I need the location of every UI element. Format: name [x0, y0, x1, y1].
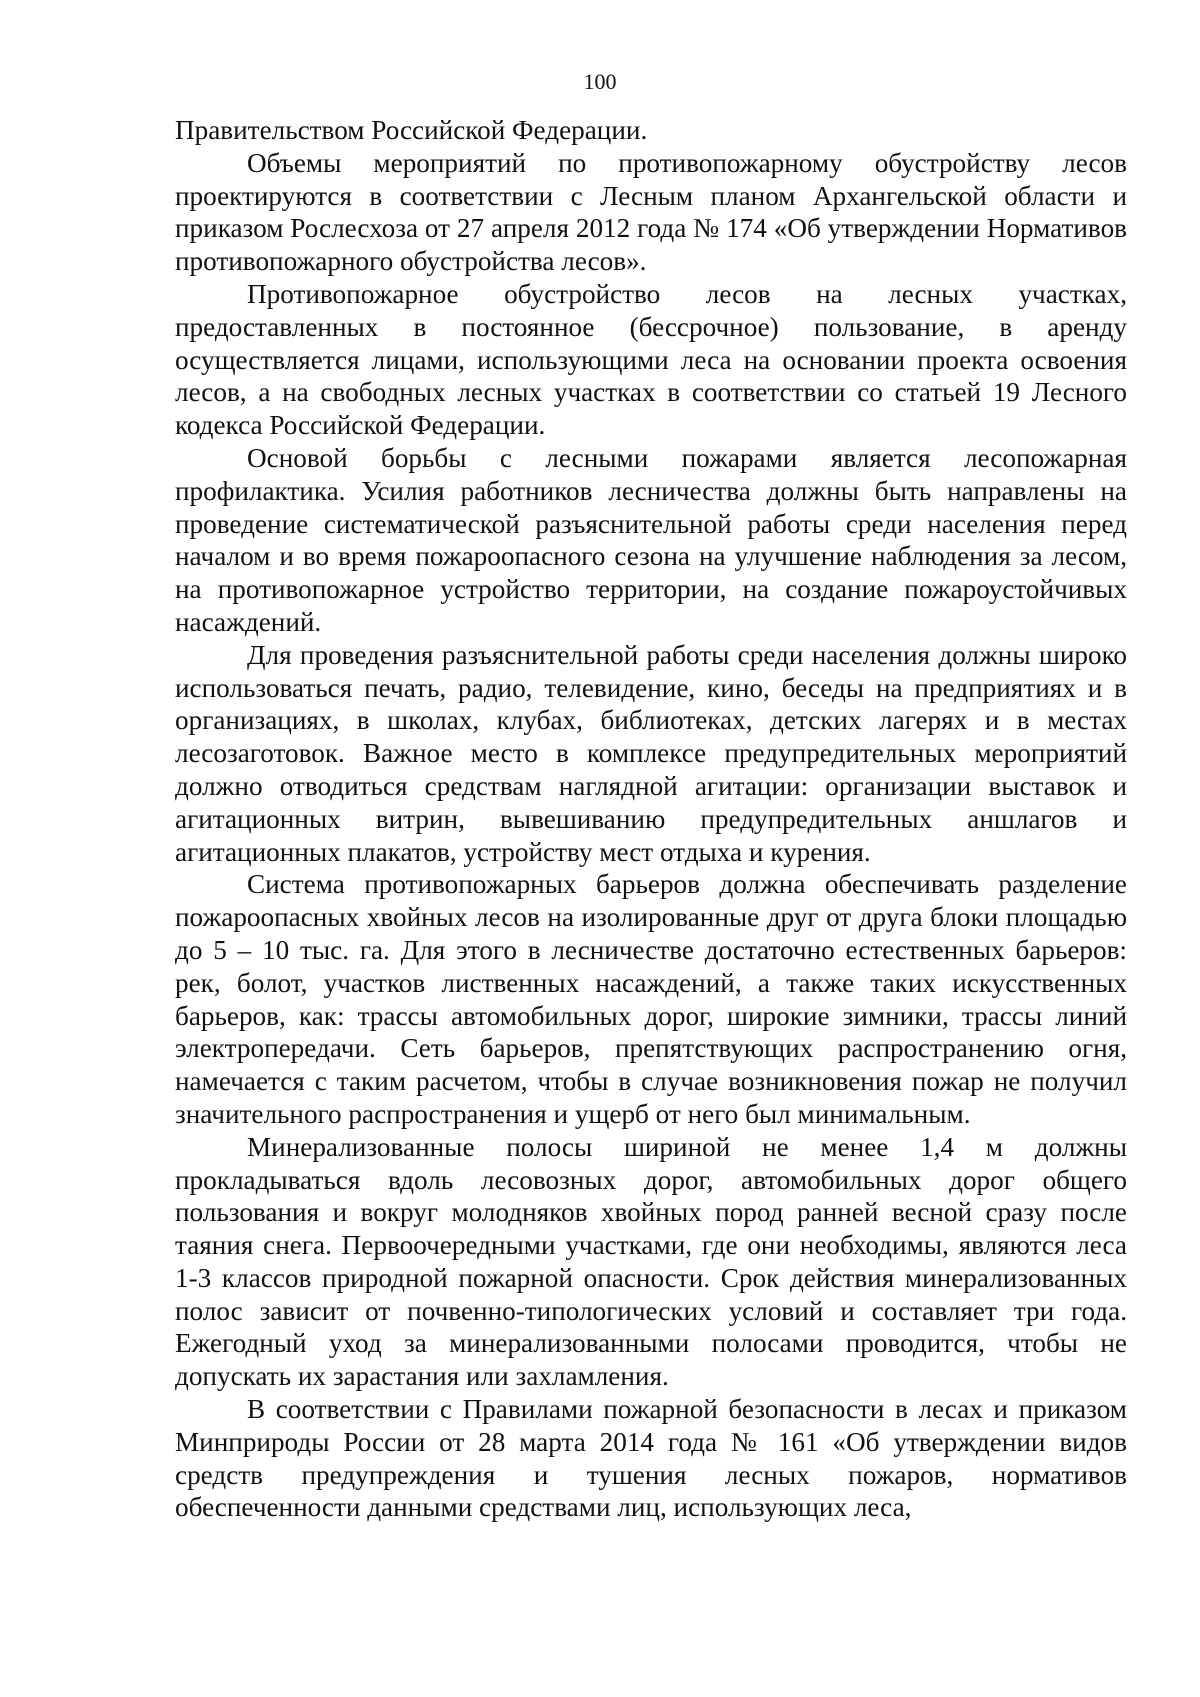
paragraph-7: Минерализованные полосы шириной не менее 1,4 м должны прокладываться вдоль лесовозных дорог, автомобильных дорог общего пользования и вокруг молодняков хвойных пород ранней весной сразу после таяния снега. Первоочередными участками, где они необходимы, являются леса 1-3 классов природной пожарной опасности. Срок действия минерализованных полос зависит от почвенно-типологических условий и составляет три года. Ежегодный уход за минерализованными полосами проводится, чтобы не допускать их зарастания или захламления.: [175, 1131, 1127, 1392]
paragraph-8: В соответствии с Правилами пожарной безопасности в лесах и приказом Минприроды России от 28 марта 2014 года № 161 «Об утверждении видов средств предупреждения и тушения лесных пожаров, нормативов обеспеченности данными средствами лиц, использующих леса,: [175, 1394, 1127, 1523]
paragraph-2: Объемы мероприятий по противопожарному обустройству лесов проектируются в соответствии с Лесным планом Архангельской области и приказом Рослесхоза от 27 апреля 2012 года № 174 «Об утверждении Нормативов противопожарного обустройства лесов».: [175, 147, 1127, 277]
paragraph-3: Противопожарное обустройство лесов на лесных участках, предоставленных в постоянное (бессрочное) пользование, в аренду осуществляется лицами, использующими леса на основании проекта освоения лесов, а на свободных лесных участках в соответствии со статьей 19 Лесного кодекса Российской Федерации.: [175, 278, 1127, 441]
paragraph-6: Система противопожарных барьеров должна обеспечивать разделение пожароопасных хвойных лесов на изолированные друг от друга блоки площадью до 5 – 10 тыс. га. Для этого в лесничестве достаточно естественных барьеров: рек, болот, участков лиственных насаждений, а также таких искусственных барьеров, как: трассы автомобильных дорог, широкие зимники, трассы линий электропередачи. Сеть барьеров, препятствующих распространению огня, намечается с таким расчетом, чтобы в случае возникновения пожар не получил значительного распространения и ущерб от него был минимальным.: [175, 869, 1127, 1129]
page-number: 100: [583, 69, 617, 94]
paragraph-4: Основой борьбы с лесными пожарами является лесопожарная профилактика. Усилия работников лесничества должны быть направлены на проведение систематической разъяснительной работы среди населения перед началом и во время пожароопасного сезона на улучшение наблюдения за лесом, на противопожарное устройство территории, на создание пожароустойчивых насаждений.: [175, 442, 1127, 637]
document-body: [175, 114, 1127, 1524]
paragraph-1: Правительством Российской Федерации.: [175, 115, 648, 145]
paragraph-5: Для проведения разъяснительной работы среди населения должны широко использоваться печать, радио, телевидение, кино, беседы на предприятиях и в организациях, в школах, клубах, библиотеках, детских лагерях и в местах лесозаготовок. Важное место в комплексе предупредительных мероприятий должно отводиться средствам наглядной агитации: организации выставок и агитационных витрин, вывешиванию предупредительных аншлагов и агитационных плакатов, устройству мест отдыха и курения.: [175, 639, 1127, 867]
